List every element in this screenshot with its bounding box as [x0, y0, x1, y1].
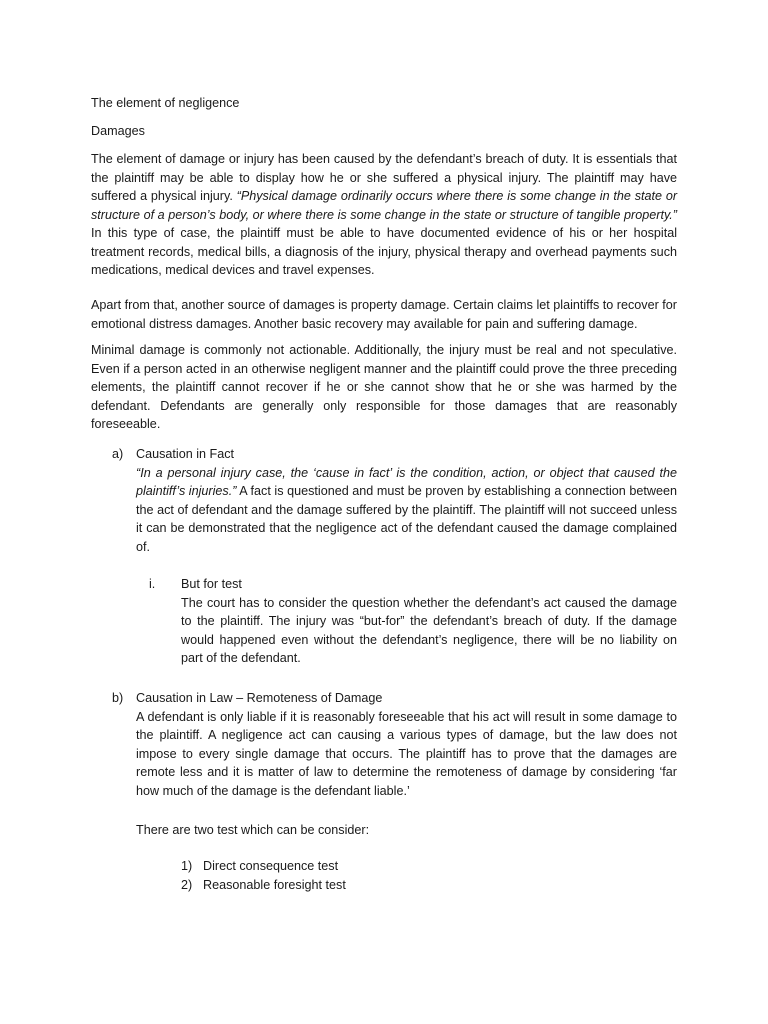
paragraph-damage-or-injury [91, 150, 677, 280]
causation-in-fact-title: Causation in Fact [136, 447, 235, 461]
section-heading-damages: Damages [91, 124, 145, 138]
causation-in-fact-text: A fact is questioned and must be proven by establishing a connection between the act of defendant and the damage suffered by the plaintiff. The plaintiff will not succeed unless it can be demonstrated that the negligence act of the defendant caused the damage complained of. [136, 484, 677, 554]
but-for-test-text: The court has to consider the question whether the defendant’s act caused the damage to the plaintiff. The injury was “but-for” the defendant’s breach of duty. If the damage would happened even without the defendant’s negligence, there will be no liability on part of the defendant. [181, 595, 677, 665]
but-for-test-title: But for test [181, 577, 242, 591]
paragraph-text: The element of damage or injury has been caused by the defendant’s breach of duty. It is essentials that the plaintiff may be able to display how he or she suffered a physical injury. The plaintiff may have suffered a physical injury. [91, 152, 677, 203]
list-marker-2: 2) [181, 878, 193, 892]
causation-in-fact-item [136, 445, 677, 556]
document-title: The element of negligence [91, 96, 240, 110]
test-reasonable-foresight: Reasonable foresight test [203, 878, 346, 892]
two-tests-intro: There are two test which can be consider: [136, 823, 370, 837]
cause-in-fact-quote: “In a personal injury case, the ‘cause in fact’ is the condition, action, or object that caused the plaintiff’s injuries.” [136, 465, 677, 498]
paragraph-minimal-damage: Minimal damage is commonly not actionable. Additionally, the injury must be real and not speculative. Even if a person acted in an otherwise negligent manner and the plaintiff could prove the three preceding elements, the plaintiff cannot recover if he or she cannot show that he or she was harmed by the defendant. Defendants are generally only responsible for those damages that are reasonably foreseeable. [91, 343, 677, 431]
causation-in-law-text: A defendant is only liable if it is reasonably foreseeable that his act will result in some damage to the plaintiff. A negligence act can causing a various types of damage, but the law does not impose to every single damage that occurs. The plaintiff has to prove that the damages are remote less and it is matter of law to determine the remoteness of damage by considering ‘far how much of the damage is the defendant liable.’ [136, 709, 677, 798]
list-marker-a: a) [112, 447, 124, 461]
but-for-test-item [181, 575, 677, 668]
list-marker-i: i. [149, 577, 156, 591]
paragraph-property-damage: Apart from that, another source of damages is property damage. Certain claims let plaintiffs to recover for emotional distress damages. Another basic recovery may available for pain and suffering damage. [91, 298, 677, 331]
physical-damage-quote: “Physical damage ordinarily occurs where there is some change in the state or structure of a person’s body, or where there is some change in the state or structure of tangible property.” [91, 189, 678, 222]
paragraph-text: In this type of case, the plaintiff must be able to have documented evidence of his or her hospital treatment records, medical bills, a diagnosis of the injury, physical therapy and overhead payments such medications, medical devices and travel expenses. [91, 226, 677, 277]
list-marker-1: 1) [181, 859, 193, 873]
test-direct-consequence: Direct consequence test [203, 859, 339, 873]
list-marker-b: b) [112, 691, 124, 705]
causation-in-law-item [136, 689, 677, 800]
causation-in-law-title: Causation in Law – Remoteness of Damage [136, 691, 383, 705]
